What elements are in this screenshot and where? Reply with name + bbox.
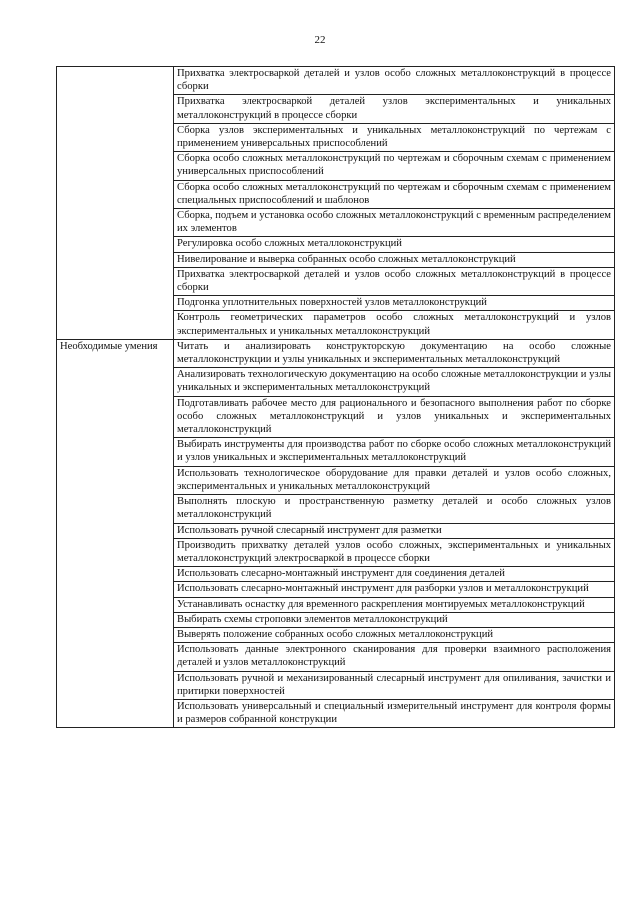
labor-action-cell: Нивелирование и выверка собранных особо сложных металлоконструкций bbox=[174, 252, 615, 267]
skill-cell: Выбирать инструменты для производства работ по сборке особо сложных металлоконструкций и узлов уникальных и экспериментальных металлоконструкций bbox=[174, 438, 615, 466]
skill-cell: Выверять положение собранных особо сложных металлоконструкций bbox=[174, 627, 615, 642]
skill-cell: Использовать данные электронного сканирования для проверки взаимного расположения деталей и узлов металлоконструкций bbox=[174, 643, 615, 671]
skill-cell: Анализировать технологическую документацию на особо сложные металлоконструкции и узлы уникальных и экспериментальных металлоконструкций bbox=[174, 368, 615, 396]
table-row bbox=[57, 339, 615, 367]
labor-actions-label-cell bbox=[57, 67, 174, 340]
labor-action-cell: Регулировка особо сложных металлоконструкций bbox=[174, 237, 615, 252]
skill-cell: Выполнять плоскую и пространственную разметку деталей и особо сложных узлов металлоконструкций bbox=[174, 495, 615, 523]
labor-action-cell: Сборка, подъем и установка особо сложных металлоконструкций с временным распределением их элементов bbox=[174, 209, 615, 237]
labor-action-cell: Контроль геометрических параметров особо сложных металлоконструкций и узлов экспериментальных и уникальных металлоконструкций bbox=[174, 311, 615, 339]
page-number: 22 bbox=[314, 34, 326, 46]
skill-cell: Подготавливать рабочее место для рационального и безопасного выполнения работ по сборке особо сложных металлоконструкций и узлов уникальных и экспериментальных металлоконструкций bbox=[174, 396, 615, 438]
skill-cell: Использовать ручной и механизированный слесарный инструмент для опиливания, зачистки и притирки поверхностей bbox=[174, 671, 615, 699]
skill-cell: Устанавливать оснастку для временного раскрепления монтируемых металлоконструкций bbox=[174, 597, 615, 612]
labor-action-cell: Сборка особо сложных металлоконструкций по чертежам и сборочным схемам с применением специальных приспособлений и шаблонов bbox=[174, 180, 615, 208]
skills-section-label: Необходимые умения bbox=[57, 339, 174, 727]
skill-cell: Производить прихватку деталей узлов особо сложных, экспериментальных и уникальных металлоконструкций электросваркой в процессе сборки bbox=[174, 538, 615, 566]
labor-action-cell: Сборка узлов экспериментальных и уникальных металлоконструкций по чертежам с применением универсальных приспособлений bbox=[174, 123, 615, 151]
skill-cell: Использовать слесарно-монтажный инструмент для соединения деталей bbox=[174, 567, 615, 582]
skill-cell: Использовать технологическое оборудование для правки деталей и узлов особо сложных, экспериментальных и уникальных металлоконструкций bbox=[174, 466, 615, 494]
labor-action-cell: Подгонка уплотнительных поверхностей узлов металлоконструкций bbox=[174, 296, 615, 311]
labor-action-cell: Сборка особо сложных металлоконструкций по чертежам и сборочным схемам с применением универсальных приспособлений bbox=[174, 152, 615, 180]
skill-cell: Читать и анализировать конструкторскую документацию на особо сложные металлоконструкции и узлы уникальных и экспериментальных металлоконструкций bbox=[174, 339, 615, 367]
labor-action-cell: Прихватка электросваркой деталей и узлов особо сложных металлоконструкций в процессе сборки bbox=[174, 67, 615, 95]
skill-cell: Выбирать схемы строповки элементов металлоконструкций bbox=[174, 612, 615, 627]
table-row bbox=[57, 67, 615, 95]
skill-cell: Использовать универсальный и специальный измерительный инструмент для контроля формы и размеров собранной конструкции bbox=[174, 699, 615, 727]
skill-cell: Использовать ручной слесарный инструмент для разметки bbox=[174, 523, 615, 538]
labor-action-cell: Прихватка электросваркой деталей узлов экспериментальных и уникальных металлоконструкций в процессе сборки bbox=[174, 95, 615, 123]
requirements-table bbox=[56, 66, 615, 728]
skill-cell: Использовать слесарно-монтажный инструмент для разборки узлов и металлоконструкций bbox=[174, 582, 615, 597]
labor-action-cell: Прихватка электросваркой деталей и узлов особо сложных металлоконструкций в процессе сборки bbox=[174, 267, 615, 295]
